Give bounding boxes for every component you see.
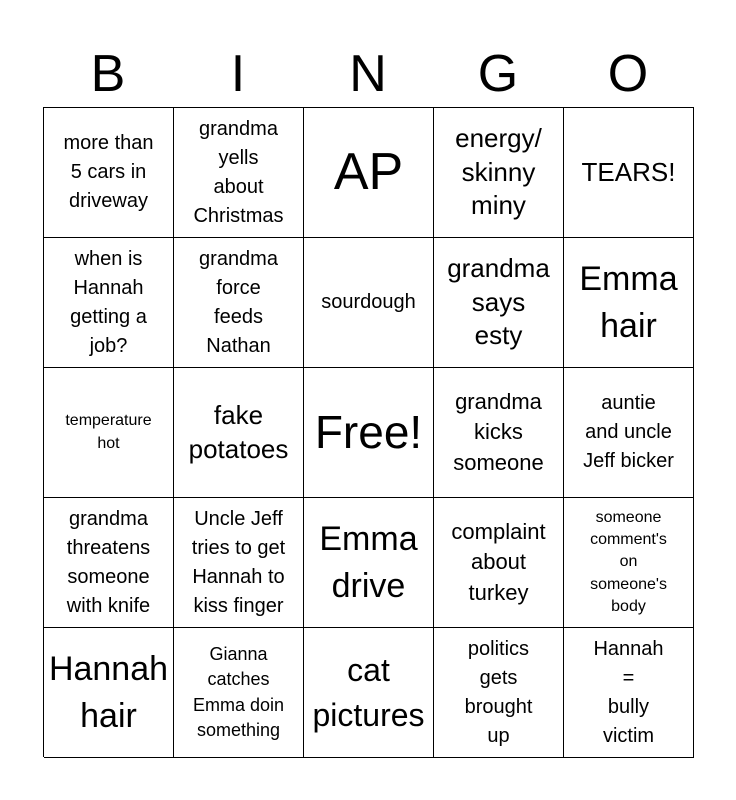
header-letter-o: O — [607, 45, 649, 103]
bingo-cell[interactable]: cat pictures — [304, 628, 434, 758]
bingo-cell[interactable]: sourdough — [304, 238, 434, 368]
bingo-cell[interactable]: grandma kicks someone — [434, 368, 564, 498]
header-letter-i: I — [230, 45, 246, 103]
bingo-cell[interactable]: Hannah = bully victim — [564, 628, 694, 758]
bingo-cell[interactable]: temperature hot — [44, 368, 174, 498]
bingo-cell[interactable]: politics gets brought up — [434, 628, 564, 758]
bingo-cell[interactable]: complaint about turkey — [434, 498, 564, 628]
bingo-cell[interactable]: Hannah hair — [44, 628, 174, 758]
bingo-cell[interactable]: Emma hair — [564, 238, 694, 368]
bingo-cell[interactable]: energy/ skinny miny — [434, 108, 564, 238]
header-letter-g: G — [477, 45, 519, 103]
bingo-cell[interactable]: Uncle Jeff tries to get Hannah to kiss finger — [174, 498, 304, 628]
bingo-cell-free[interactable]: Free! — [304, 368, 434, 498]
header-letter-b: B — [90, 45, 126, 103]
bingo-board — [43, 107, 694, 757]
bingo-cell[interactable]: fake potatoes — [174, 368, 304, 498]
bingo-cell[interactable]: Gianna catches Emma doin something — [174, 628, 304, 758]
bingo-cell[interactable]: grandma says esty — [434, 238, 564, 368]
bingo-cell[interactable]: when is Hannah getting a job? — [44, 238, 174, 368]
bingo-cell[interactable]: Emma drive — [304, 498, 434, 628]
bingo-cell[interactable]: someone comment's on someone's body — [564, 498, 694, 628]
bingo-cell[interactable]: grandma threatens someone with knife — [44, 498, 174, 628]
bingo-cell[interactable]: grandma force feeds Nathan — [174, 238, 304, 368]
header-letter-n: N — [349, 45, 387, 103]
bingo-cell[interactable]: TEARS! — [564, 108, 694, 238]
bingo-header — [43, 40, 693, 108]
bingo-cell[interactable]: auntie and uncle Jeff bicker — [564, 368, 694, 498]
bingo-cell[interactable]: grandma yells about Christmas — [174, 108, 304, 238]
bingo-cell[interactable]: AP — [304, 108, 434, 238]
bingo-cell[interactable]: more than 5 cars in driveway — [44, 108, 174, 238]
